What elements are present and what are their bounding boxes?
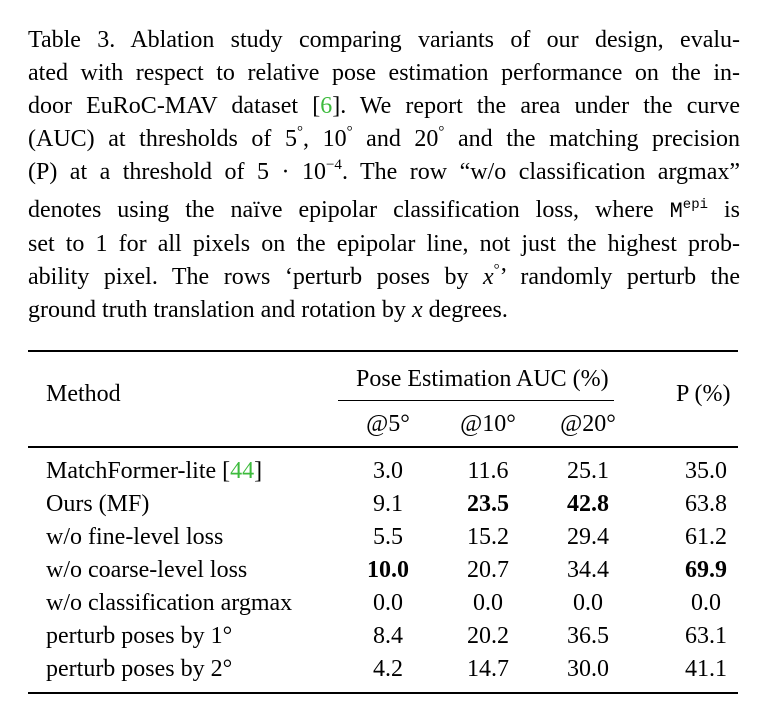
math-symbol xyxy=(670,199,708,224)
cell-auc-10: 15.2 xyxy=(467,524,509,550)
math-symbol-base: M xyxy=(669,199,683,224)
cell-auc-5: 9.1 xyxy=(373,491,403,517)
header-group-rule xyxy=(338,400,614,401)
caption-text: (P) at a threshold of 5 · 10 xyxy=(28,159,326,185)
header-precision: P (%) xyxy=(676,381,731,407)
cell-auc-10: 14.7 xyxy=(467,656,509,682)
table-row xyxy=(0,521,778,554)
cell-auc-20: 36.5 xyxy=(567,623,609,649)
table-bottom-rule xyxy=(28,692,738,694)
math-variable: x xyxy=(483,264,494,290)
cell-auc-5: 3.0 xyxy=(373,458,403,484)
caption-text: ability pixel. The rows ‘perturb poses by xyxy=(28,264,484,290)
cell-auc-5: 10.0 xyxy=(367,557,409,583)
cell-auc-10: 20.7 xyxy=(467,557,509,583)
caption-line xyxy=(28,156,740,189)
cell-auc-20: 34.4 xyxy=(567,557,609,583)
caption-text: and 20 xyxy=(352,126,439,152)
cell-auc-5: 0.0 xyxy=(373,590,403,616)
header-auc-10: @10° xyxy=(460,411,516,437)
degree-symbol: ° xyxy=(346,124,353,140)
exponent: −4 xyxy=(325,157,342,173)
row-method: Ours (MF) xyxy=(46,491,150,517)
table-row xyxy=(0,587,778,620)
caption-line: Table 3. Ablation study comparing variants of our design, evalu- xyxy=(28,27,740,53)
cell-auc-20: 25.1 xyxy=(567,458,609,484)
caption-text: door EuRoC-MAV dataset [ xyxy=(28,93,321,119)
table-row xyxy=(0,653,778,686)
cell-auc-5: 4.2 xyxy=(373,656,403,682)
cell-auc-20: 42.8 xyxy=(567,491,609,517)
table-row xyxy=(0,488,778,521)
caption-text: ’ randomly perturb the xyxy=(499,264,740,290)
caption-text: is xyxy=(708,197,740,223)
table-mid-rule xyxy=(28,446,738,448)
cell-precision: 61.2 xyxy=(685,524,727,550)
caption-line xyxy=(28,90,740,123)
caption-text: ground truth translation and rotation by xyxy=(28,297,412,323)
table-row xyxy=(0,554,778,587)
citation-link[interactable]: 44 xyxy=(230,458,255,484)
cell-auc-10: 23.5 xyxy=(467,491,509,517)
method-text: MatchFormer-lite [ xyxy=(46,458,231,484)
row-method xyxy=(46,455,262,488)
cell-precision: 63.1 xyxy=(685,623,727,649)
cell-precision: 69.9 xyxy=(685,557,727,583)
caption-text: and the matching precision xyxy=(444,126,741,152)
caption-text: degrees. xyxy=(422,297,508,323)
caption-text: denotes using the naïve epipolar classification loss, where xyxy=(28,197,670,223)
caption-text: , 10 xyxy=(302,126,347,152)
caption-line xyxy=(28,261,740,294)
method-text: ] xyxy=(254,458,263,484)
cell-auc-20: 0.0 xyxy=(573,590,603,616)
header-method: Method xyxy=(46,381,121,407)
cell-precision: 35.0 xyxy=(685,458,727,484)
table-row xyxy=(0,620,778,653)
caption-line xyxy=(28,294,740,327)
header-auc-5: @5° xyxy=(366,411,410,437)
table-row xyxy=(0,455,778,488)
caption-text: . The row “w/o classification argmax” xyxy=(341,159,740,185)
degree-symbol: ° xyxy=(296,124,303,140)
cell-auc-10: 11.6 xyxy=(467,458,509,484)
table-caption xyxy=(28,24,740,327)
degree-symbol: ° xyxy=(438,124,445,140)
cell-auc-20: 30.0 xyxy=(567,656,609,682)
cell-precision: 63.8 xyxy=(685,491,727,517)
row-method: w/o classification argmax xyxy=(46,590,293,616)
math-variable: x xyxy=(411,297,423,323)
citation-link[interactable]: 6 xyxy=(320,93,333,119)
row-method: w/o fine-level loss xyxy=(46,524,224,550)
cell-auc-20: 29.4 xyxy=(567,524,609,550)
caption-text: ]. We report the area under the curve xyxy=(332,93,740,119)
header-auc-20: @20° xyxy=(560,411,616,437)
caption-line: set to 1 for all pixels on the epipolar line, not just the highest prob- xyxy=(28,231,740,257)
math-symbol-superscript: epi xyxy=(682,197,709,213)
cell-auc-10: 20.2 xyxy=(467,623,509,649)
row-method: w/o coarse-level loss xyxy=(46,557,248,583)
caption-line: ated with respect to relative pose estimation performance on the in- xyxy=(28,60,740,86)
degree-symbol: ° xyxy=(493,262,500,278)
cell-auc-5: 5.5 xyxy=(373,524,403,550)
caption-line xyxy=(28,123,740,156)
header-pose-auc: Pose Estimation AUC (%) xyxy=(356,366,609,392)
caption-line xyxy=(28,189,740,228)
row-method: perturb poses by 1° xyxy=(46,623,233,649)
row-method: perturb poses by 2° xyxy=(46,656,233,682)
caption-text: (AUC) at thresholds of 5 xyxy=(28,126,297,152)
cell-precision: 0.0 xyxy=(691,590,721,616)
cell-precision: 41.1 xyxy=(685,656,727,682)
cell-auc-10: 0.0 xyxy=(473,590,503,616)
cell-auc-5: 8.4 xyxy=(373,623,403,649)
table-top-rule xyxy=(28,350,738,352)
